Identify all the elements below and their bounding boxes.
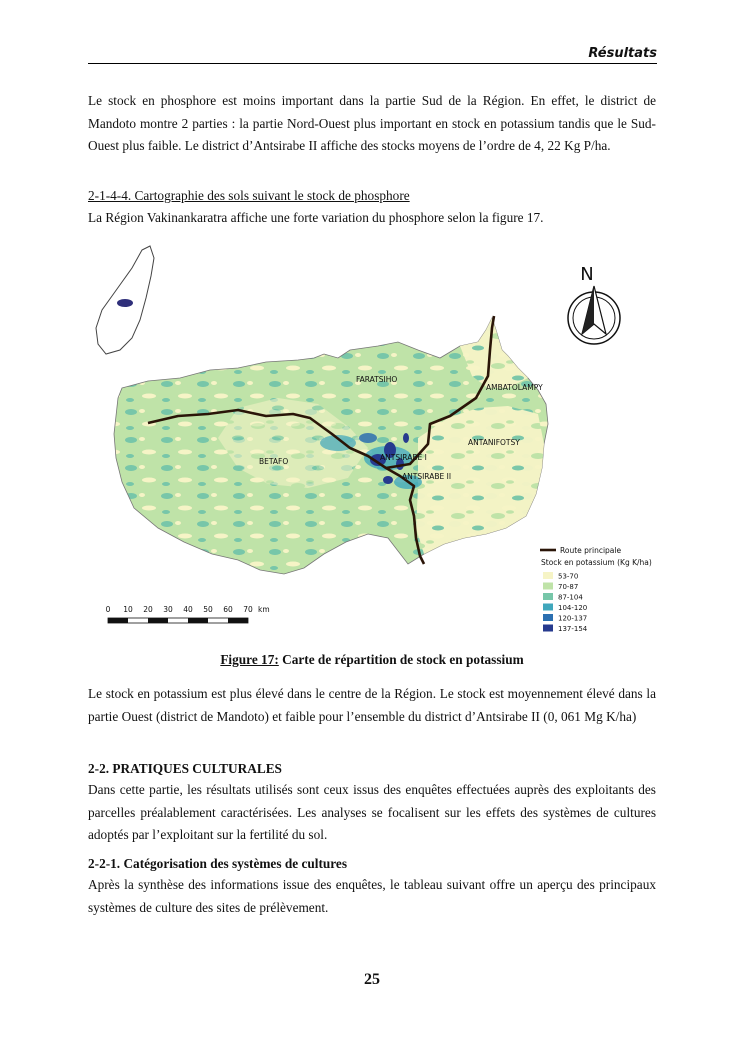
paragraph-enquetes: Dans cette partie, les résultats utilisés sont ceux issus des enquêtes effectuées auprès des exploitants des parcelles préalablement caractérisées. Les analyses se focalisent sur les effets des systèmes de cultures adoptés par l’exploitant sur la fertilité du sol. <box>88 782 656 843</box>
scale-tick-40: 40 <box>183 605 193 614</box>
scale-tick-70: 70 <box>243 605 253 614</box>
subheading-cartographie: 2-1-4-4. Cartographie des sols suivant le stock de phosphore <box>88 188 410 203</box>
legend-swatch-104-120 <box>543 604 553 611</box>
label-betafo: BETAFO <box>259 457 289 466</box>
paragraph-phosphore-sud: Le stock en phosphore est moins important dans la partie Sud de la Région. En effet, le district de Mandoto montre 2 parties : la partie Nord-Ouest plus important en stock en potassium tandis que le Sud-Ouest plus faible. Le district d’Antsirabe II affiche des stocks moyens de l’ordre de 4, 22 Kg P/ha. <box>88 93 656 154</box>
legend-swatch-53-70 <box>543 572 553 579</box>
running-header: Résultats <box>588 46 657 61</box>
header-rule <box>88 63 657 64</box>
scale-tick-50: 50 <box>203 605 213 614</box>
label-antanifotsy: ANTANIFOTSY <box>468 438 520 447</box>
region-highlight <box>117 299 133 307</box>
legend-label-53-70: 53-70 <box>558 572 579 581</box>
legend-label-70-87: 70-87 <box>558 583 579 591</box>
legend-swatch-87-104 <box>543 593 553 600</box>
label-ambatolampy: AMBATOLAMPY <box>486 383 543 392</box>
legend-title: Stock en potassium (Kg K/ha) <box>541 558 652 567</box>
intro-figure-17: La Région Vakinankaratra affiche une forte variation du phosphore selon la figure 17. <box>88 210 544 225</box>
potassium-map <box>88 238 656 642</box>
legend-swatch-120-137 <box>543 614 553 621</box>
scale-tick-60: 60 <box>223 605 233 614</box>
scale-unit: km <box>258 605 270 614</box>
north-arrow-icon <box>568 264 620 344</box>
legend-label-137-154: 137-154 <box>558 625 588 633</box>
paragraph-synthese: Après la synthèse des informations issue des enquêtes, le tableau suivant offre un aperçu des principaux systèmes de culture des sites de prélèvement. <box>88 877 656 915</box>
scale-tick-30: 30 <box>163 605 173 614</box>
legend-label-87-104: 87-104 <box>558 593 583 602</box>
label-antsirabe-2: ANTSIRABE II <box>402 472 452 481</box>
legend-label-120-137: 120-137 <box>558 614 588 623</box>
legend-road: Route principale <box>560 546 622 555</box>
legend-swatch-137-154 <box>543 625 553 632</box>
north-label: N <box>580 264 594 285</box>
page-number: 25 <box>364 971 380 988</box>
figure-caption <box>88 652 656 668</box>
legend-label-104-120: 104-120 <box>558 604 588 612</box>
label-antsirabe-1: ANTSIRABE I <box>380 453 427 462</box>
scale-tick-10: 10 <box>123 605 133 614</box>
map-legend <box>540 546 652 633</box>
legend-swatch-70-87 <box>543 583 553 590</box>
heading-categorisation: 2-2-1. Catégorisation des systèmes de cultures <box>88 856 348 871</box>
heading-pratiques-culturales: 2-2. PRATIQUES CULTURALES <box>88 761 282 776</box>
figure-label: Figure 17: <box>220 652 279 667</box>
scale-bar <box>106 605 270 623</box>
label-faratsiho: FARATSIHO <box>356 375 398 384</box>
scale-tick-20: 20 <box>143 605 153 614</box>
madagascar-inset <box>96 246 154 354</box>
figure-title: Carte de répartition de stock en potassium <box>278 652 524 667</box>
paragraph-potassium-centre: Le stock en potassium est plus élevé dans le centre de la Région. Le stock est moyennement élevé dans la partie Ouest (district de Mandoto) et faible pour l’ensemble du district d’Antsirabe II (0, 061 Mg K/ha) <box>88 686 656 724</box>
scale-tick-0: 0 <box>105 605 111 614</box>
